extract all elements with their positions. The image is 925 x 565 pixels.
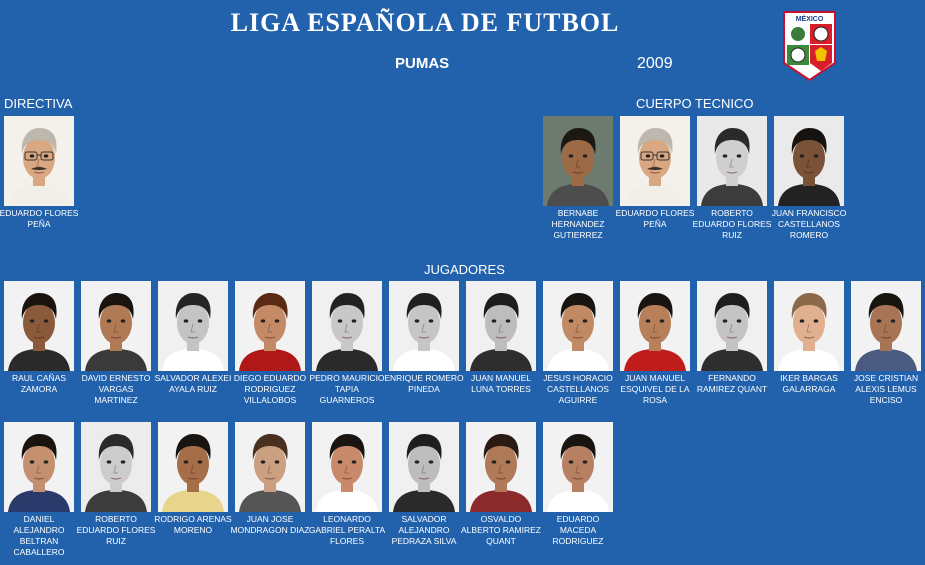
photo-frame (620, 116, 690, 206)
photo-frame (543, 422, 613, 512)
portrait-photo (235, 422, 305, 512)
person-name: PEDRO MAURICIO TAPIA GUARNEROS (309, 373, 385, 405)
photo-frame (774, 281, 844, 371)
portrait-photo (158, 422, 228, 512)
person-card (309, 281, 385, 406)
person-card (235, 281, 305, 406)
portrait-photo (620, 116, 690, 206)
person-name: DANIEL ALEJANDRO BELTRAN CABALLERO (13, 514, 65, 557)
photo-frame (466, 281, 536, 371)
portrait-photo (312, 281, 382, 371)
person-name: RODRIGO ARENAS MORENO (154, 514, 232, 535)
team-name: PUMAS (395, 55, 450, 72)
portrait-photo (81, 422, 151, 512)
person-name: FERNANDO RAMIREZ QUANT (696, 373, 768, 394)
photo-frame (389, 422, 459, 512)
photo-frame (4, 116, 74, 206)
person-card (774, 281, 844, 395)
person-card (461, 422, 541, 547)
photo-frame (4, 422, 74, 512)
season-year: 2009 (637, 55, 673, 72)
person-card (154, 422, 232, 536)
photo-frame (620, 281, 690, 371)
person-card (543, 422, 613, 547)
photo-frame (158, 422, 228, 512)
person-name: ENRIQUE ROMERO PINEDA (384, 373, 464, 394)
person-card (697, 281, 767, 395)
portrait-photo (81, 281, 151, 371)
portrait-photo (4, 422, 74, 512)
person-name: RAUL CAÑAS ZAMORA (11, 373, 66, 394)
photo-frame (235, 281, 305, 371)
portrait-photo (851, 281, 921, 371)
section-cuerpo-tecnico: CUERPO TECNICO (636, 96, 754, 111)
page-title: LIGA ESPAÑOLA DE FUTBOL (230, 8, 620, 37)
photo-frame (81, 422, 151, 512)
person-name: JOSE CRISTIAN ALEXIS LEMUS ENCISO (853, 373, 919, 405)
person-card (620, 281, 690, 406)
person-card (154, 281, 232, 395)
portrait-photo (774, 281, 844, 371)
portrait-photo (620, 281, 690, 371)
person-name: DAVID ERNESTO VARGAS MARTINEZ (81, 373, 151, 405)
person-card (466, 281, 536, 395)
photo-frame (697, 116, 767, 206)
photo-frame (312, 422, 382, 512)
person-name: SALVADOR ALEJANDRO PEDRAZA SILVA (391, 514, 457, 546)
person-name: ROBERTO EDUARDO FLORES RUIZ (692, 208, 772, 240)
person-name: ROBERTO EDUARDO FLORES RUIZ (76, 514, 156, 546)
portrait-photo (697, 116, 767, 206)
person-name: OSVALDO ALBERTO RAMIREZ QUANT (461, 514, 541, 546)
photo-frame (158, 281, 228, 371)
club-crest-logo (783, 11, 836, 81)
person-name: BERNABE HERNANDEZ GUTIERREZ (551, 208, 605, 240)
photo-frame (543, 281, 613, 371)
section-directiva: DIRECTIVA (4, 96, 73, 111)
photo-frame (466, 422, 536, 512)
photo-frame (389, 281, 459, 371)
person-name: EDUARDO MACEDA RODRIGUEZ (552, 514, 604, 546)
person-name: IKER BARGAS GALARRAGA (780, 373, 838, 394)
person-name: JUAN JOSE MONDRAGON DIAZ (230, 514, 310, 535)
portrait-photo (466, 281, 536, 371)
photo-frame (235, 422, 305, 512)
person-card (692, 116, 772, 241)
person-name: EDUARDO FLORES PEÑA (0, 208, 79, 229)
person-card (771, 116, 847, 241)
portrait-photo (312, 422, 382, 512)
photo-frame (543, 116, 613, 206)
photo-frame (774, 116, 844, 206)
person-card (543, 281, 613, 406)
photo-frame (312, 281, 382, 371)
photo-frame (697, 281, 767, 371)
crest-text: MÉXICO (795, 16, 824, 23)
person-card (4, 281, 74, 395)
person-card (4, 422, 74, 558)
person-card (543, 116, 613, 241)
person-name: EDUARDO FLORES PEÑA (615, 208, 695, 229)
person-name: LEONARDO GABRIEL PERALTA FLORES (308, 514, 386, 546)
person-card (389, 422, 459, 547)
portrait-photo (466, 422, 536, 512)
person-name: SALVADOR ALEXEI AYALA RUIZ (154, 373, 232, 394)
portrait-photo (543, 422, 613, 512)
portrait-photo (389, 422, 459, 512)
portrait-photo (543, 281, 613, 371)
photo-frame (851, 281, 921, 371)
person-name: DIEGO EDUARDO RODRIGUEZ VILLALOBOS (233, 373, 307, 405)
portrait-photo (697, 281, 767, 371)
portrait-photo (543, 116, 613, 206)
person-name: JUAN MANUEL LUNA TORRES (471, 373, 531, 394)
person-name: JUAN FRANCISCO CASTELLANOS ROMERO (771, 208, 847, 240)
portrait-photo (158, 281, 228, 371)
person-card (308, 422, 386, 547)
person-card (230, 422, 310, 536)
person-card (0, 116, 79, 230)
person-card (76, 422, 156, 547)
person-card (615, 116, 695, 230)
person-card (81, 281, 151, 406)
portrait-photo (235, 281, 305, 371)
photo-frame (4, 281, 74, 371)
person-name: JUAN MANUEL ESQUIVEL DE LA ROSA (620, 373, 690, 405)
section-jugadores: JUGADORES (424, 262, 505, 277)
portrait-photo (4, 116, 74, 206)
person-name: JESUS HORACIO CASTELLANOS AGUIRRE (543, 373, 613, 405)
person-card (384, 281, 464, 395)
portrait-photo (4, 281, 74, 371)
person-card (851, 281, 921, 406)
photo-frame (81, 281, 151, 371)
portrait-photo (389, 281, 459, 371)
portrait-photo (774, 116, 844, 206)
